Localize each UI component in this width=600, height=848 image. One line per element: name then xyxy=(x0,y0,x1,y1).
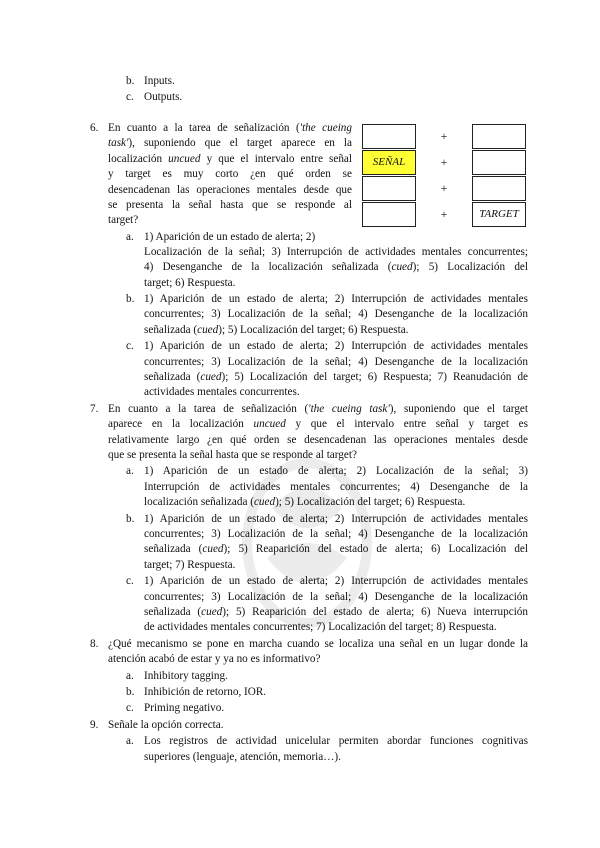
text-segment: Inhibitory tagging. xyxy=(144,669,228,682)
text-line xyxy=(108,167,352,182)
q8-option-b-label: b. xyxy=(126,685,135,698)
italic-term: cued xyxy=(201,605,223,618)
text-segment: de actividades mentales concurrentes; 7) Localización del target; 8) Respuesta. xyxy=(144,621,497,634)
cueing-diagram xyxy=(362,124,528,228)
option-prev-2-label: c. xyxy=(126,91,134,104)
q7-option-c xyxy=(126,574,528,636)
text-line xyxy=(108,152,352,167)
q8-option-c-label: c. xyxy=(126,702,134,715)
diagram-plus-2: + xyxy=(440,155,448,169)
question-8-label: 8. xyxy=(90,637,99,650)
text-segment: concurrentes; 3) Localización de la señal; 4) Desenganche de la localización xyxy=(144,308,528,321)
text-line xyxy=(144,339,528,354)
text-segment: señalizada ( xyxy=(144,370,201,383)
text-line xyxy=(108,213,352,228)
q7-option-a xyxy=(126,464,528,510)
text-segment: target? xyxy=(108,214,139,227)
option-prev-1-label: b. xyxy=(126,75,135,87)
text-segment: Señale la opción correcta. xyxy=(108,718,224,731)
text-segment: que se presenta la señal hasta que se responde al target? xyxy=(108,448,357,461)
text-segment: 4) Desenganche de la localización señalizada ( xyxy=(144,261,392,274)
text-segment: target; 7) Respuesta. xyxy=(144,558,236,571)
q9-option-a-label: a. xyxy=(126,735,134,748)
text-segment: ), suponiendo que el target xyxy=(389,402,528,415)
text-segment: concurrentes; 3) Localización de la señal; 4) Desenganche de la localización xyxy=(144,590,528,603)
question-9 xyxy=(90,718,528,733)
text-segment: concurrentes; 3) Localización de la señal; 4) Desenganche de la localización xyxy=(144,527,528,540)
text-line xyxy=(144,701,528,716)
q9-option-a xyxy=(126,734,528,765)
text-segment: aparece en la localización xyxy=(108,418,254,431)
text-line xyxy=(144,590,528,605)
text-line xyxy=(144,323,528,338)
text-segment: y que el intervalo entre señal xyxy=(200,152,353,165)
text-segment: ); 5) Localización del target; 6) Respuesta. xyxy=(218,323,409,336)
q7-option-b-label: b. xyxy=(126,512,135,525)
text-segment: relativamente largo ¿en qué orden se desencadenan las operaciones mentales desde xyxy=(108,433,528,446)
italic-term: 'the cueing task' xyxy=(308,402,390,415)
question-7 xyxy=(90,402,528,464)
text-line xyxy=(144,464,528,479)
text-line xyxy=(108,637,528,652)
text-line xyxy=(108,652,528,667)
text-segment: Los registros de actividad unicelular permiten abordar funciones cognitivas xyxy=(144,735,528,748)
text-line xyxy=(108,417,528,432)
text-line xyxy=(108,183,352,198)
diagram-left-box-1 xyxy=(362,124,416,149)
diagram-plus-4: + xyxy=(440,207,448,221)
question-6 xyxy=(90,121,353,229)
text-segment: localización señalizada ( xyxy=(144,496,254,509)
diagram-right-box-2 xyxy=(472,150,526,175)
text-segment: señalizada ( xyxy=(144,605,202,618)
text-line xyxy=(144,605,528,620)
text-line xyxy=(144,370,528,385)
text-segment: y target es muy corto ¿en qué orden se xyxy=(108,168,352,181)
text-line xyxy=(144,685,528,700)
italic-term: 'the cueing xyxy=(299,122,352,134)
text-segment: ); 5) Localización del xyxy=(412,261,528,274)
italic-term: uncued xyxy=(253,418,286,431)
text-line xyxy=(144,527,528,542)
text-line xyxy=(144,276,528,291)
text-segment: ); 5) Localización del target; 6) Respuesta. xyxy=(275,496,466,509)
text-segment: Outputs. xyxy=(144,91,183,104)
text-segment: desencadenan las operaciones mentales desde que xyxy=(108,183,352,196)
question-7-label: 7. xyxy=(90,402,99,415)
text-segment: superiores (lenguaje, atención, memoria…). xyxy=(144,750,341,763)
text-line xyxy=(144,734,528,749)
q8-option-a xyxy=(126,669,528,684)
diagram-right-box-1 xyxy=(472,124,526,149)
text-line xyxy=(144,558,528,573)
diagram-plus-1: + xyxy=(440,129,448,143)
text-line xyxy=(108,448,528,463)
text-segment: Inputs. xyxy=(144,75,175,87)
text-line xyxy=(108,121,352,136)
text-line xyxy=(108,718,528,733)
text-segment: ); 5) Localización del target; 6) Respuesta; 7) Reanudación de xyxy=(221,370,529,383)
q6-option-b-label: b. xyxy=(126,292,135,305)
text-line xyxy=(144,385,528,400)
text-segment: 1) Aparición de un estado de alerta; 2) Interrupción de actividades mentales xyxy=(144,575,528,588)
text-segment: Interrupción de actividades mentales concurrentes; 4) Desenganche de la xyxy=(144,480,528,493)
text-line xyxy=(144,307,528,322)
q7-option-b xyxy=(126,512,528,574)
text-segment: En cuanto a la tarea de señalización ( xyxy=(108,122,300,134)
option-prev-1 xyxy=(126,74,528,89)
q8-option-a-label: a. xyxy=(126,669,134,682)
text-line xyxy=(144,574,528,589)
italic-term: cued xyxy=(391,261,413,274)
text-segment: localización xyxy=(108,152,169,165)
q6-option-b xyxy=(126,292,528,338)
text-line xyxy=(108,433,528,448)
text-line xyxy=(108,198,352,213)
text-line xyxy=(144,355,528,370)
question-8 xyxy=(90,637,528,668)
text-segment: atención acabó de estar y ya no es informativo? xyxy=(108,653,321,666)
text-segment: ), suponiendo que el target aparece en la xyxy=(128,137,352,150)
text-line xyxy=(144,750,528,765)
text-line xyxy=(144,669,528,684)
q8-option-c xyxy=(126,701,528,716)
diagram-target-box: TARGET xyxy=(472,202,526,227)
italic-term: task' xyxy=(108,137,129,150)
text-line xyxy=(108,136,352,151)
text-segment: 1) Aparición de un estado de alerta; 2) Interrupción de actividades mentales xyxy=(144,512,528,525)
text-segment: En cuanto a la tarea de señalización ( xyxy=(108,402,309,415)
text-segment: 1) Aparición de un estado de alerta; 2) xyxy=(144,230,316,243)
q6-option-a xyxy=(126,230,356,245)
text-segment: Priming negativo. xyxy=(144,702,225,715)
q6-option-c xyxy=(126,339,529,401)
italic-term: cued xyxy=(200,370,222,383)
text-line xyxy=(108,402,528,417)
italic-term: cued xyxy=(253,496,276,509)
question-6-label: 6. xyxy=(90,122,99,134)
q6-option-a-label: a. xyxy=(126,230,134,243)
text-line xyxy=(144,542,528,557)
text-segment: concurrentes; 3) Localización de la señal; 4) Desenganche de la localización xyxy=(144,355,528,368)
question-9-label: 9. xyxy=(90,718,99,731)
text-segment: señalizada ( xyxy=(144,543,203,556)
text-segment: ); 5) Reaparición del estado de alerta; 6) Nueva interrupción xyxy=(222,605,528,618)
text-line xyxy=(144,620,528,635)
diagram-cue-box: SEÑAL xyxy=(362,150,416,175)
text-line xyxy=(144,230,356,245)
text-segment: 1) Aparición de un estado de alerta; 2) Localización de la señal; 3) xyxy=(144,465,528,478)
text-segment: 1) Aparición de un estado de alerta; 2) Interrupción de actividades mentales xyxy=(144,340,528,353)
diagram-left-box-3 xyxy=(362,176,416,201)
italic-term: cued xyxy=(202,543,224,556)
text-segment: ); 5) Reaparición del estado de alerta; 6) Localización del xyxy=(223,543,528,556)
text-segment: 1) Aparición de un estado de alerta; 2) Interrupción de actividades mentales xyxy=(144,292,528,305)
diagram-left-box-4 xyxy=(362,202,416,227)
text-line xyxy=(144,292,528,307)
text-segment: y que el intervalo entre señal y target es xyxy=(285,418,528,431)
diagram-plus-3: + xyxy=(440,181,448,195)
text-segment: ¿Qué mecanismo se pone en marcha cuando se localiza una señal en un lugar donde la xyxy=(108,637,528,650)
q6-option-c-label: c. xyxy=(126,340,134,353)
text-line xyxy=(144,90,528,105)
text-segment: señalizada ( xyxy=(144,323,198,336)
text-segment: Localización de la señal; 3) Interrupción de actividades mentales concurrentes; xyxy=(144,245,528,258)
q6-option-a-cont xyxy=(144,245,528,291)
text-segment: actividades mentales concurrentes. xyxy=(144,386,300,399)
text-segment: Inhibición de retorno, IOR. xyxy=(144,685,267,698)
text-line xyxy=(144,495,528,510)
text-line xyxy=(144,74,528,89)
q7-option-c-label: c. xyxy=(126,575,134,588)
text-line xyxy=(144,512,528,527)
text-line xyxy=(144,480,528,495)
q8-option-b xyxy=(126,685,528,700)
italic-term: uncued xyxy=(168,152,201,165)
italic-term: cued xyxy=(197,323,219,336)
text-line xyxy=(144,260,528,275)
option-prev-2 xyxy=(126,90,528,105)
q7-option-a-label: a. xyxy=(126,465,134,478)
text-segment: se presenta la señal hasta que se responde al xyxy=(108,199,352,212)
text-segment: target; 6) Respuesta. xyxy=(144,276,236,289)
diagram-right-box-3 xyxy=(472,176,526,201)
text-line xyxy=(144,245,528,260)
